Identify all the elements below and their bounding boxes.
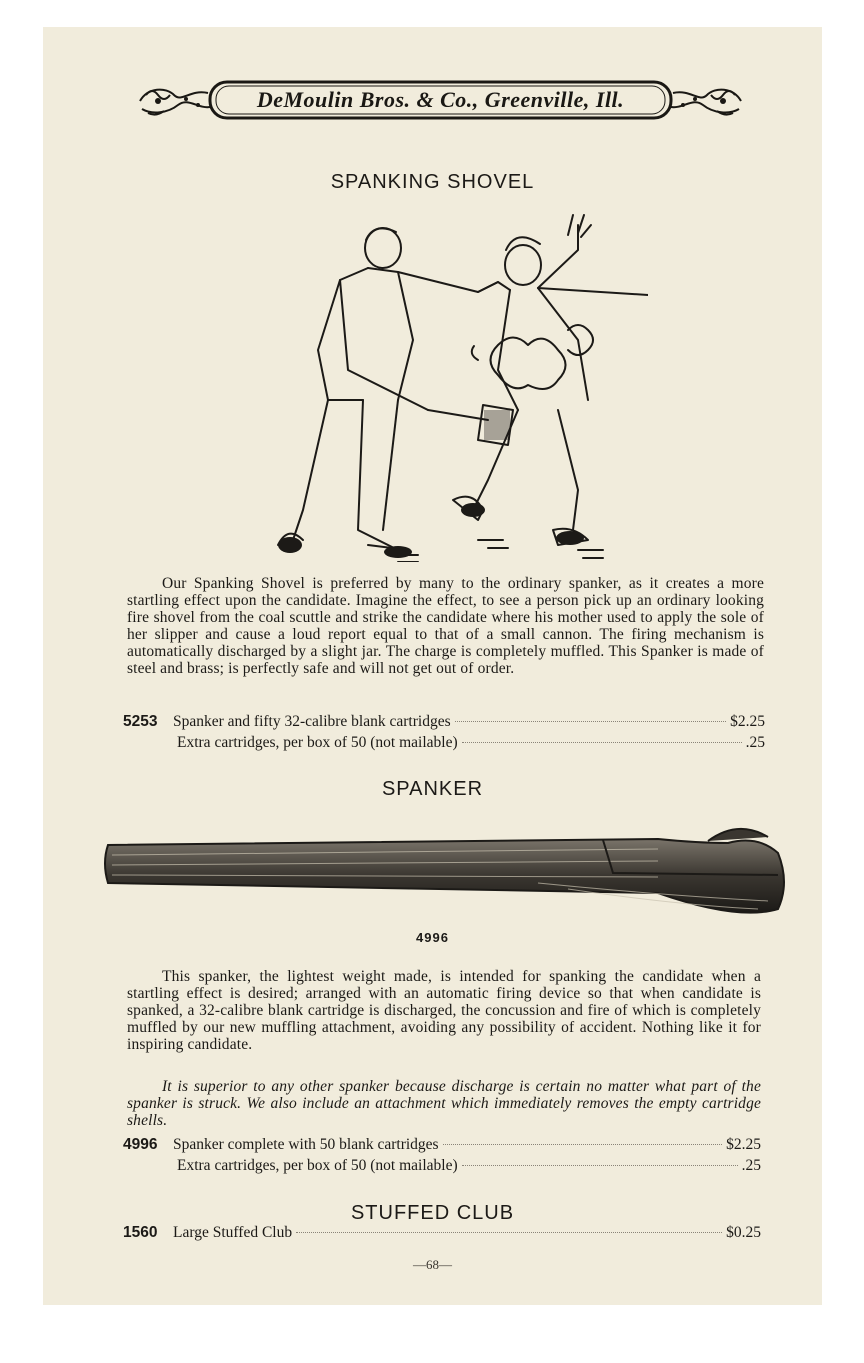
catalog-page [43, 27, 822, 1305]
item-number: 5253 [123, 713, 158, 730]
item-description: Extra cartridges, per box of 50 (not mailable) [177, 734, 458, 751]
page-number: —68— [413, 1257, 452, 1272]
spanker-illustration [98, 813, 788, 923]
section-title-spanker: SPANKER [381, 778, 484, 800]
item-description: Large Stuffed Club [173, 1224, 293, 1241]
spanker-catalog-number: 4996 [416, 930, 449, 945]
dot-leader [462, 742, 742, 743]
spanking-shovel-illustration [248, 210, 648, 562]
banner-text: DeMoulin Bros. & Co., Greenville, Ill. [256, 87, 625, 112]
dot-leader [296, 1232, 722, 1233]
header-banner [138, 79, 743, 121]
item-row-extra-cartridges [123, 734, 765, 754]
item-description: Spanker and fifty 32-calibre blank cartridges [173, 713, 451, 730]
item-number: 4996 [123, 1136, 158, 1153]
item-price: .25 [745, 734, 765, 751]
item-price: .25 [741, 1157, 761, 1174]
item-row-extra-cartridges-2 [123, 1157, 761, 1177]
item-price: $2.25 [730, 713, 765, 730]
spanker-note: It is superior to any other spanker because discharge is certain no matter what part of the spanker is struck. We also include an attachment which immediately removes the empty cartridge shells. [127, 1078, 761, 1129]
item-price: $0.25 [726, 1224, 761, 1241]
dot-leader [443, 1144, 723, 1145]
spanker-description: This spanker, the lightest weight made, is intended for spanking the candidate when a startling effect is desired; arranged with an automatic firing device so that when candidate is spanked, a 32-calibre blank cartridge is discharged, the concussion and fire of which is completely muffled by our new muffling attachment, avoiding any possibility of accident. Nothing like it for inspiring candidate. [127, 968, 761, 1053]
section-title-spanking-shovel: SPANKING SHOVEL [330, 171, 535, 193]
item-number: 1560 [123, 1224, 158, 1241]
item-row-5253 [123, 713, 765, 733]
dot-leader [455, 721, 727, 722]
item-description: Extra cartridges, per box of 50 (not mailable) [177, 1157, 458, 1174]
item-price: $2.25 [726, 1136, 761, 1153]
section-title-stuffed-club: STUFFED CLUB [350, 1202, 515, 1224]
item-row-1560 [123, 1224, 761, 1244]
item-description: Spanker complete with 50 blank cartridges [173, 1136, 439, 1153]
dot-leader [462, 1165, 738, 1166]
item-row-4996 [123, 1136, 761, 1156]
shovel-description: Our Spanking Shovel is preferred by many to the ordinary spanker, as it creates a more startling effect upon the candidate. Imagine the effect, to see a person pick up an ordinary looking fire shovel from the coal scuttle and strike the candidate where his mother used to apply the sole of her slipper and cause a loud report equal to that of a small cannon. The firing mechanism is automatically discharged by a slight jar. The charge is completely muffled. This Spanker is made of steel and brass; is perfectly safe and will not get out of order. [127, 575, 764, 677]
